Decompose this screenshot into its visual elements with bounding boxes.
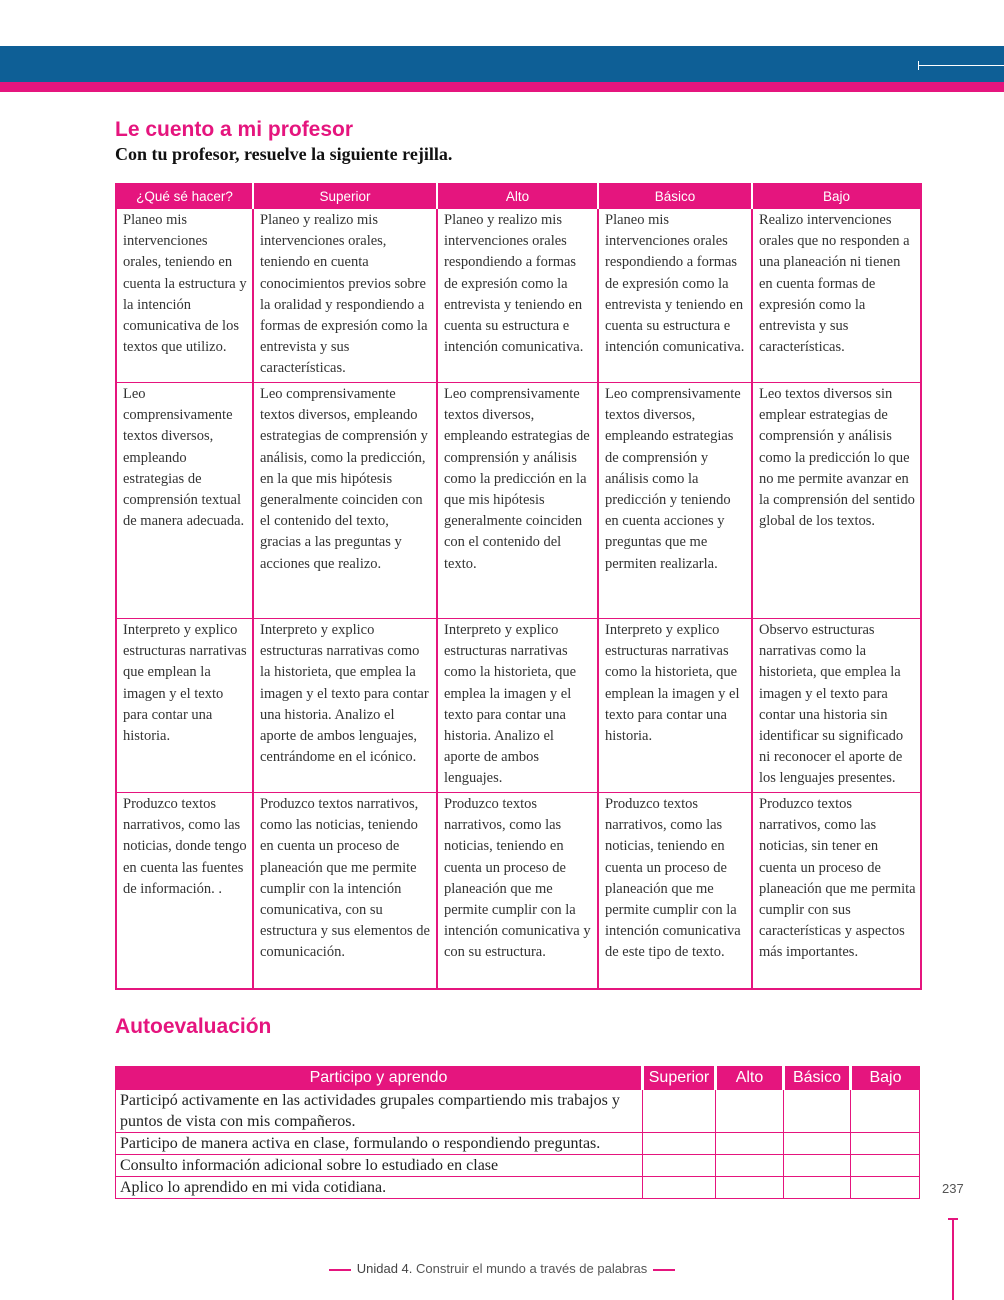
self-eval-row — [116, 1133, 920, 1155]
rubric-row — [116, 793, 921, 989]
rubric-cell: Leo comprensivamente textos diversos, empleando estrategias de comprensión textual de manera adecuada. — [116, 383, 253, 619]
rubric-cell: Produzco textos narrativos, como las noticias, donde tengo en cuenta las fuentes de información. . — [116, 793, 253, 989]
rating-cell-basico[interactable] — [784, 1090, 851, 1133]
rating-cell-bajo[interactable] — [851, 1090, 920, 1133]
rating-cell-alto[interactable] — [716, 1133, 784, 1155]
rubric-header-cell: Superior — [253, 184, 437, 209]
rubric-cell: Interpreto y explico estructuras narrativas como la historieta, que emplea la imagen y el texto para contar una historia. Analizo el aporte de ambos lenguajes, centrándome en el icónico. — [253, 619, 437, 793]
rating-cell-alto[interactable] — [716, 1177, 784, 1199]
header-accent-stripe — [0, 82, 1004, 92]
rating-cell-alto[interactable] — [716, 1155, 784, 1177]
rubric-cell: Interpreto y explico estructuras narrativas que emplean la imagen y el texto para contar una historia. — [116, 619, 253, 793]
self-eval-table — [115, 1066, 920, 1199]
rubric-cell: Planeo y realizo mis intervenciones orales, teniendo en cuenta conocimientos previos sobre la oralidad y respondiendo a formas de expresión como la entrevista y sus características. — [253, 209, 437, 383]
rubric-header-row — [116, 184, 921, 209]
self-eval-header-row — [116, 1067, 920, 1090]
rubric-cell: Planeo mis intervenciones orales respondiendo a formas de expresión como la entrevista y teniendo en cuenta su estructura e intención comunicativa. — [598, 209, 752, 383]
footer-title: Construir el mundo a través de palabras — [416, 1261, 648, 1276]
self-eval-header-cell: Básico — [784, 1067, 851, 1090]
page-number: 237 — [942, 1181, 964, 1196]
rating-cell-alto[interactable] — [716, 1090, 784, 1133]
rating-cell-superior[interactable] — [643, 1155, 716, 1177]
rubric-row — [116, 209, 921, 383]
rubric-header-cell: Alto — [437, 184, 598, 209]
section-title: Le cuento a mi profesor — [115, 118, 354, 141]
page-edge-line — [952, 1219, 954, 1300]
rubric-table — [115, 183, 922, 990]
rating-cell-bajo[interactable] — [851, 1177, 920, 1199]
section-subtitle: Con tu profesor, resuelve la siguiente rejilla. — [115, 144, 453, 164]
self-eval-header-cell: Participo y aprendo — [116, 1067, 643, 1090]
rating-cell-basico[interactable] — [784, 1177, 851, 1199]
self-eval-title: Autoevaluación — [115, 1015, 272, 1038]
rubric-cell: Produzco textos narrativos, como las noticias, sin tener en cuenta un proceso de planeación que me permita cumplir con sus características y aspectos más importantes. — [752, 793, 921, 989]
footer-unit: Unidad 4. — [356, 1261, 413, 1276]
footer-dash-right — [653, 1269, 675, 1271]
rubric-cell: Produzco textos narrativos, como las noticias, teniendo en cuenta un proceso de planeación que me permite cumplir con la intención comunicativa, con su estructura y sus elementos de comunicación. — [253, 793, 437, 989]
footer-dash-left — [329, 1269, 351, 1271]
rubric-cell: Leo comprensivamente textos diversos, empleando estrategias de comprensión y análisis como la predicción en la que mis hipótesis generalmente coinciden con el contenido del texto. — [437, 383, 598, 619]
self-eval-row — [116, 1090, 920, 1133]
header-rule-tick — [918, 61, 919, 70]
self-eval-row — [116, 1155, 920, 1177]
self-eval-row — [116, 1177, 920, 1199]
rubric-cell: Produzco textos narrativos, como las noticias, teniendo en cuenta un proceso de planeación que me permite cumplir con la intención comunicativa y con su estructura. — [437, 793, 598, 989]
rubric-cell: Interpreto y explico estructuras narrativas como la historieta, que emplean la imagen y el texto para contar una historia. — [598, 619, 752, 793]
rubric-cell: Produzco textos narrativos, como las noticias, teniendo en cuenta un proceso de planeación que me permite cumplir con la intención comunicativa de este tipo de texto. — [598, 793, 752, 989]
rating-cell-basico[interactable] — [784, 1155, 851, 1177]
rubric-cell: Interpreto y explico estructuras narrativas como la historieta, que emplea la imagen y el texto para contar una historia. Analizo el aporte de ambos lenguajes. — [437, 619, 598, 793]
self-eval-header-cell: Alto — [716, 1067, 784, 1090]
self-eval-header-cell: Bajo — [851, 1067, 920, 1090]
self-eval-statement: Aplico lo aprendido en mi vida cotidiana. — [116, 1177, 643, 1199]
rubric-header-cell: Básico — [598, 184, 752, 209]
header-band — [0, 46, 1004, 82]
rubric-header-cell: ¿Qué sé hacer? — [116, 184, 253, 209]
rubric-cell: Planeo y realizo mis intervenciones orales respondiendo a formas de expresión como la entrevista y teniendo en cuenta su estructura e intención comunicativa. — [437, 209, 598, 383]
rubric-header-cell: Bajo — [752, 184, 921, 209]
rating-cell-superior[interactable] — [643, 1090, 716, 1133]
self-eval-statement: Participo de manera activa en clase, formulando o respondiendo preguntas. — [116, 1133, 643, 1155]
rating-cell-bajo[interactable] — [851, 1133, 920, 1155]
rubric-cell: Planeo mis intervenciones orales, teniendo en cuenta la estructura y la intención comunicativa de los textos que utilizo. — [116, 209, 253, 383]
rating-cell-bajo[interactable] — [851, 1155, 920, 1177]
rating-cell-basico[interactable] — [784, 1133, 851, 1155]
rubric-cell: Leo comprensivamente textos diversos, empleando estrategias de comprensión y análisis, como la predicción, en la que mis hipótesis generalmente coinciden con el contenido del texto, gracias a las preguntas y acciones que realizo. — [253, 383, 437, 619]
rating-cell-superior[interactable] — [643, 1133, 716, 1155]
self-eval-statement: Participó activamente en las actividades grupales compartiendo mis trabajos y puntos de vista con mis compañeros. — [116, 1090, 643, 1133]
rubric-row — [116, 383, 921, 619]
rubric-cell: Leo comprensivamente textos diversos, empleando estrategias de comprensión y análisis como la predicción y teniendo en cuenta acciones y preguntas que me permiten realizarla. — [598, 383, 752, 619]
footer — [0, 1261, 1004, 1276]
rubric-row — [116, 619, 921, 793]
self-eval-statement: Consulto información adicional sobre lo estudiado en clase — [116, 1155, 643, 1177]
header-rule — [918, 65, 1004, 66]
rating-cell-superior[interactable] — [643, 1177, 716, 1199]
rubric-cell: Observo estructuras narrativas como la historieta, que emplea la imagen y el texto para contar una historia sin identificar su significado ni reconocer el aporte de los lenguajes presentes. — [752, 619, 921, 793]
self-eval-header-cell: Superior — [643, 1067, 716, 1090]
rubric-cell: Leo textos diversos sin emplear estrategias de comprensión y análisis como la predicción lo que no me permite avanzar en la comprensión del sentido global de los textos. — [752, 383, 921, 619]
rubric-cell: Realizo intervenciones orales que no responden a una planeación ni tienen en cuenta formas de expresión como la entrevista y sus características. — [752, 209, 921, 383]
